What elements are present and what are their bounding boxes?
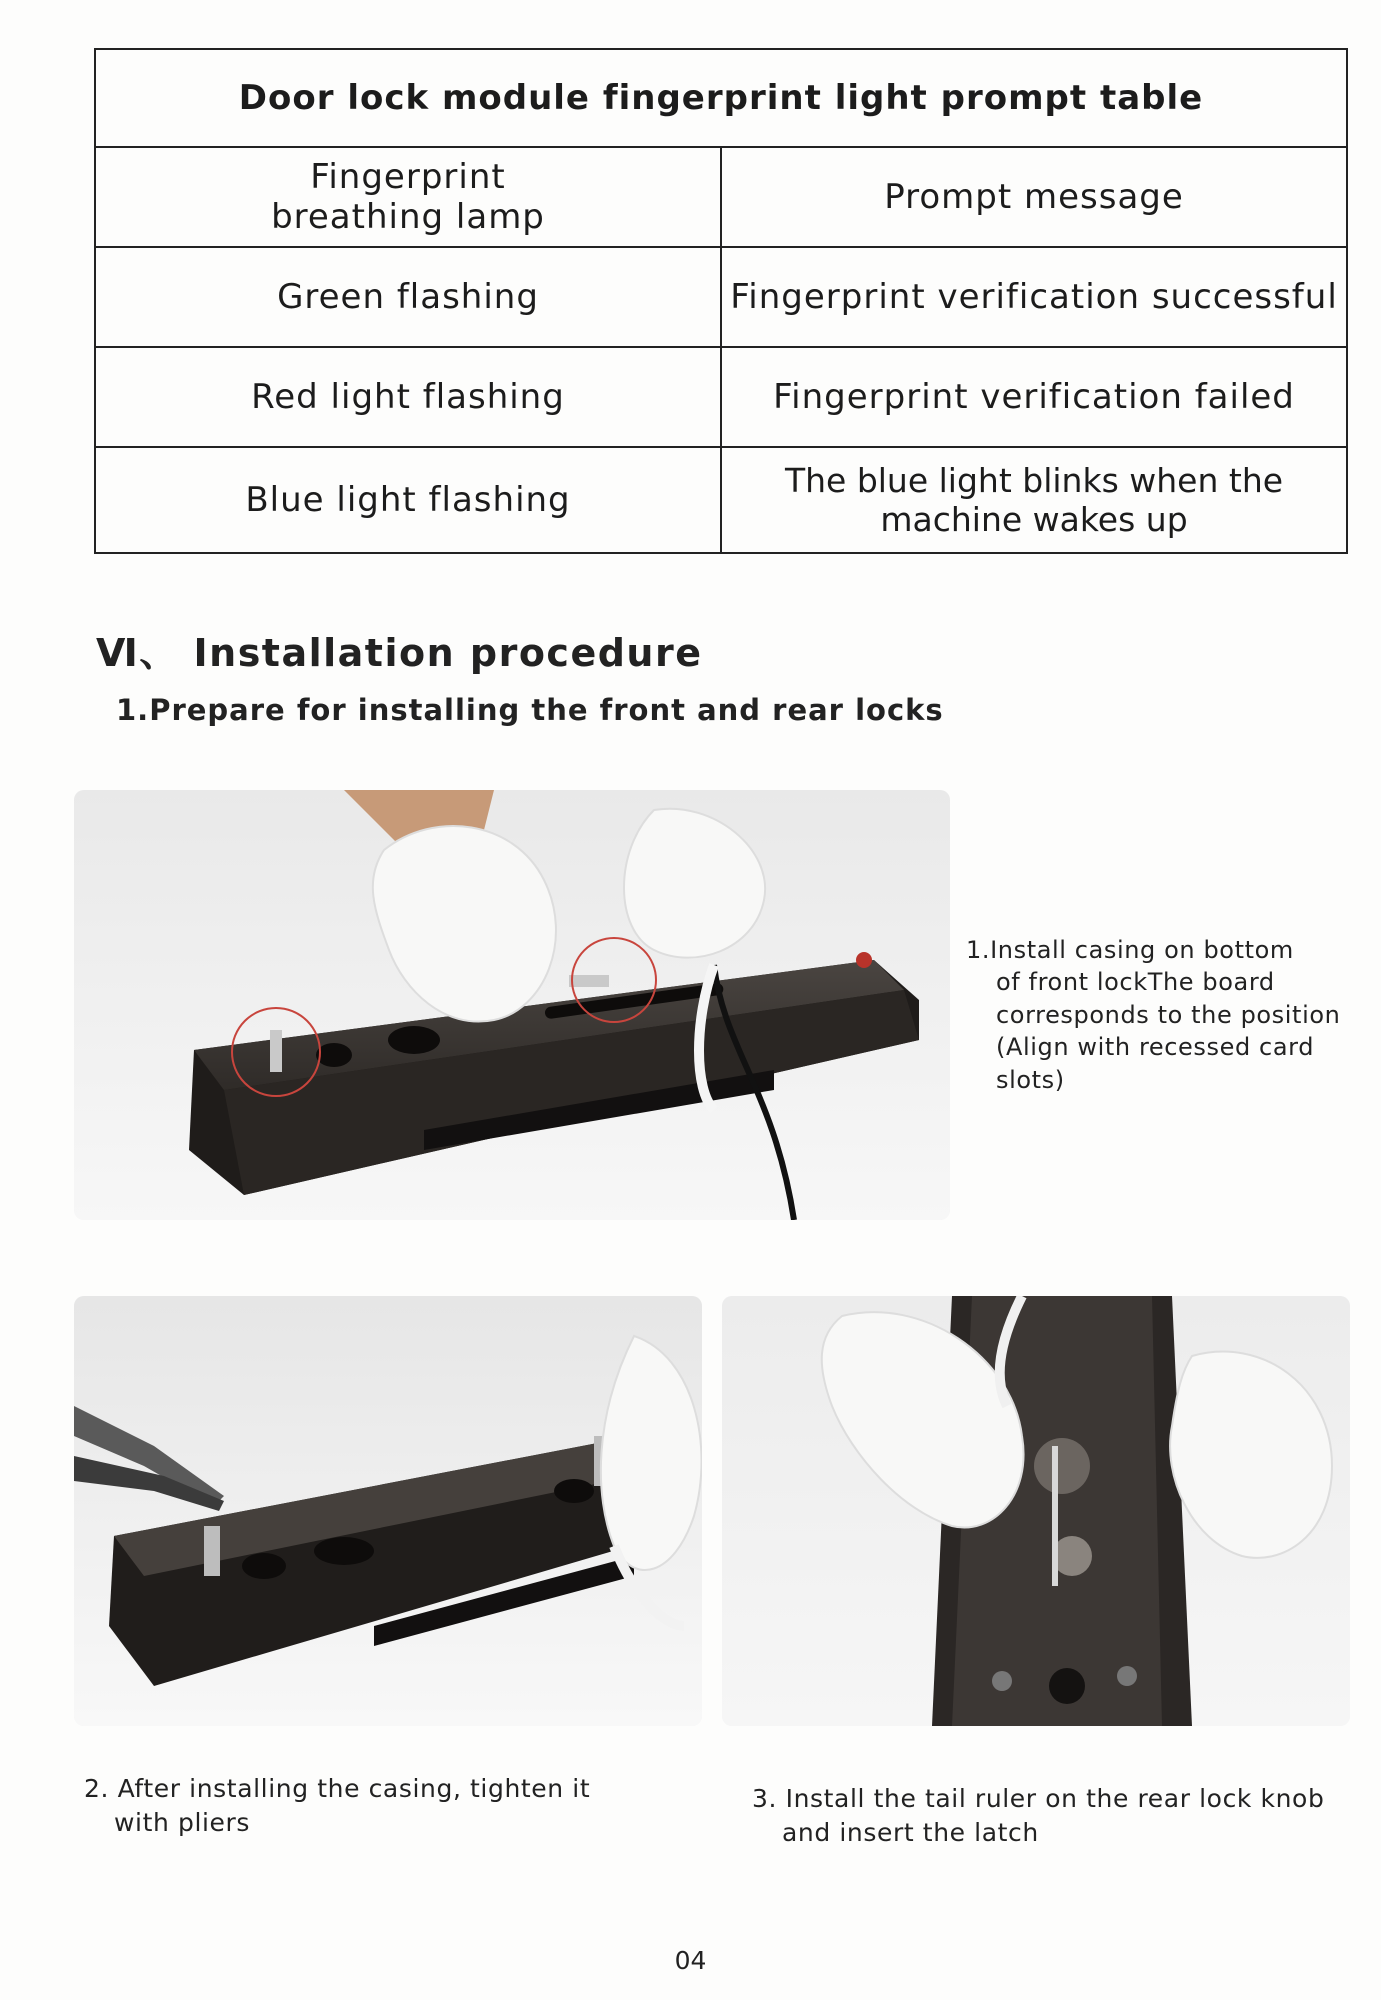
message-cell: Fingerprint verification successful [721,247,1347,347]
tighten-with-pliers-photo [74,1296,702,1726]
step1-caption [966,934,1366,1096]
step1-caption-line: of front lockThe board [996,968,1275,997]
header-lamp-line2: breathing lamp [271,197,545,237]
section-title: Ⅵ、 Installation procedure [96,631,703,675]
message-cell: Fingerprint verification failed [721,347,1347,447]
lamp-cell: Red light flashing [95,347,721,447]
table-title-row [95,49,1347,147]
header-lamp-cell [95,147,721,247]
header-lamp-line1: Fingerprint [310,156,506,197]
step3-caption-line2: and insert the latch [782,1817,1039,1847]
step2-caption-line1: 2. After installing the casing, tighten it [84,1774,591,1803]
step1-caption-line: (Align with recessed card [996,1033,1315,1062]
step2-caption-line2: with pliers [114,1807,251,1837]
step1-caption-line: corresponds to the position [996,1000,1341,1029]
table-row [95,347,1347,447]
page-number: 04 [674,1946,707,1975]
lamp-cell: Blue light flashing [95,447,721,553]
table-title: Door lock module fingerprint light prompt table [95,49,1347,147]
install-tail-ruler-photo [722,1296,1350,1726]
step-title: 1.Prepare for installing the front and rear locks [116,693,944,727]
step3-caption-line1: 3. Install the tail ruler on the rear lock knob [752,1784,1325,1813]
install-casing-photo [74,790,950,1220]
step2-caption [84,1772,664,1840]
header-message-cell: Prompt message [721,147,1347,247]
table-header-row [95,147,1347,247]
step3-caption [752,1782,1352,1850]
table-row [95,247,1347,347]
table-row [95,447,1347,553]
fingerprint-light-prompt-table [94,48,1348,554]
step1-caption-line: slots) [996,1065,1065,1094]
lamp-cell: Green flashing [95,247,721,347]
step1-caption-line: 1.Install casing on bottom [966,936,1294,964]
message-cell: The blue light blinks when the machine wakes up [721,447,1347,553]
